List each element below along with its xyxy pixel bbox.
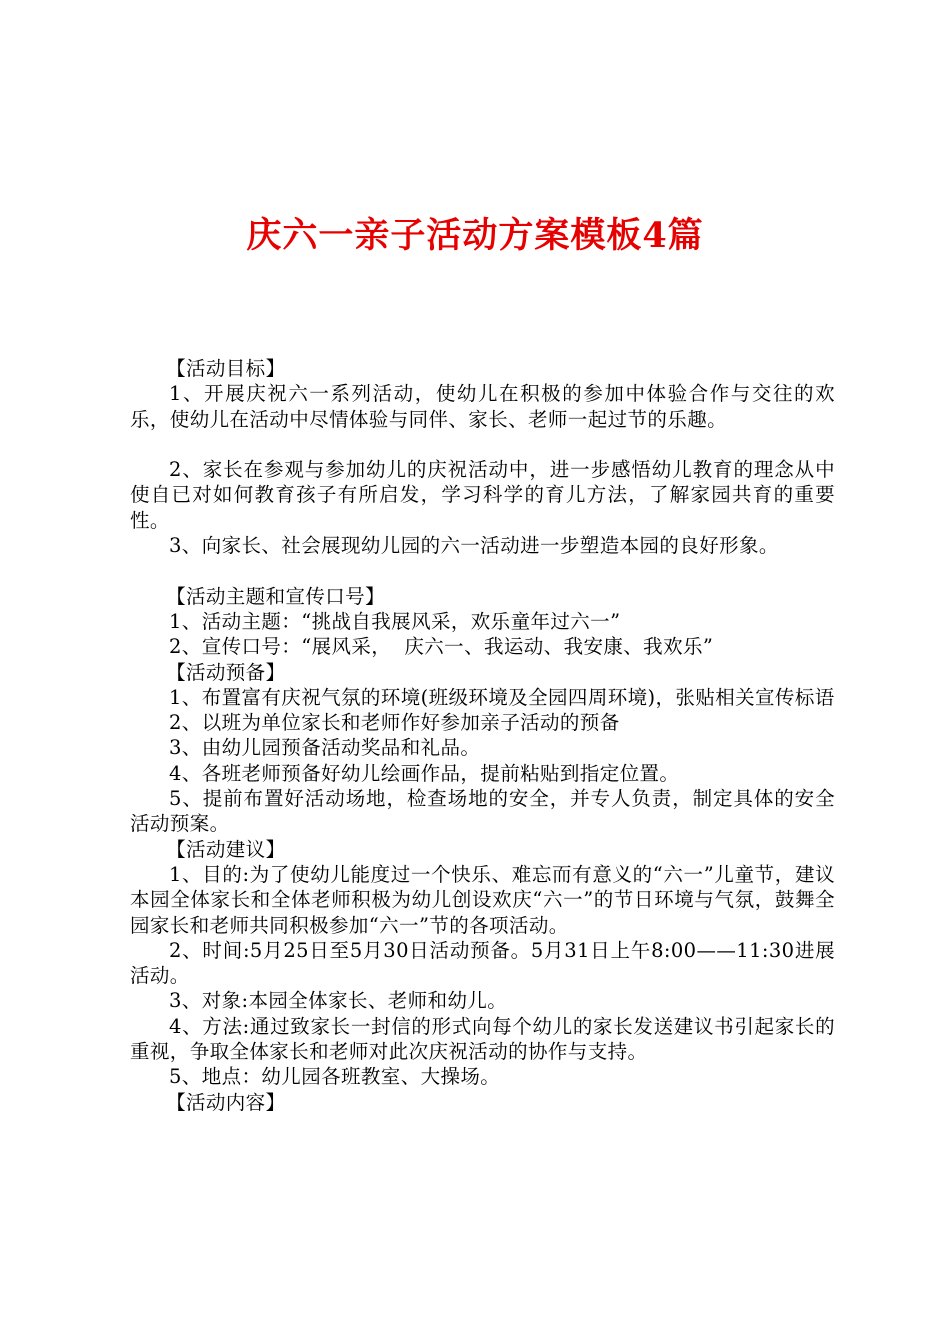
proposal-item-4: 4、方法:通过致家长一封信的形式向每个幼儿的家长发送建议书引起家长的重视，争取全体家长和老师对此次庆祝活动的协作与支持。 (130, 1014, 835, 1064)
goal-item-2: 2、家长在参观与参加幼儿的庆祝活动中，进一步感悟幼儿教育的理念从中使自已对如何教育孩子有所启发，学习科学的育儿方法，了解家园共育的重要性。 (130, 458, 835, 532)
preparation-item-4: 4、各班老师预备好幼儿绘画作品，提前粘贴到指定位置。 (169, 761, 680, 785)
proposal-item-3: 3、对象:本园全体家长、老师和幼儿。 (169, 989, 508, 1013)
section-heading-theme: 【活动主题和宣传口号】 (166, 584, 385, 608)
preparation-item-1: 1、布置富有庆祝气氛的环境(班级环境及全园四周环境)，张贴相关宣传标语 (169, 685, 835, 709)
section-heading-content: 【活动内容】 (166, 1090, 286, 1114)
preparation-item-5: 5、提前布置好活动场地，检查场地的安全，并专人负责，制定具体的安全活动预案。 (130, 787, 835, 836)
section-heading-goals: 【活动目标】 (166, 357, 286, 380)
proposal-item-5: 5、地点：幼儿园各班教室、大操场。 (169, 1065, 501, 1089)
document-title: 庆六一亲子活动方案模板4篇 (246, 215, 704, 256)
goal-item-3: 3、向家长、社会展现幼儿园的六一活动进一步塑造本园的良好形象。 (169, 534, 779, 558)
preparation-item-2: 2、以班为单位家长和老师作好参加亲子活动的预备 (169, 711, 620, 735)
goal-item-1: 1、开展庆祝六一系列活动，使幼儿在积极的参加中体验合作与交往的欢乐，使幼儿在活动中尽情体验与同伴、家长、老师一起过节的乐趣。 (130, 382, 835, 431)
theme-item-1: 1、活动主题：“挑战自我展风采，欢乐童年过六一” (169, 609, 621, 633)
proposal-item-1: 1、目的:为了使幼儿能度过一个快乐、难忘而有意义的“六一”儿童节，建议本园全体家长和全体老师积极为幼儿创设欢庆“六一”的节日环境与气氛，鼓舞全园家长和老师共同积极参加“六一”节的各项活动。 (130, 862, 835, 937)
proposal-item-2: 2、时间:5月25日至5月30日活动预备。5月31日上午8:00——11:30进展活动。 (130, 938, 835, 988)
document-body (130, 356, 835, 1115)
theme-item-2: 2、宣传口号：“展风采， 庆六一、我运动、我安康、我欢乐” (169, 635, 714, 659)
preparation-item-3: 3、由幼儿园预备活动奖品和礼品。 (169, 736, 481, 760)
section-heading-preparation: 【活动预备】 (166, 660, 286, 684)
section-heading-proposal: 【活动建议】 (166, 837, 286, 861)
